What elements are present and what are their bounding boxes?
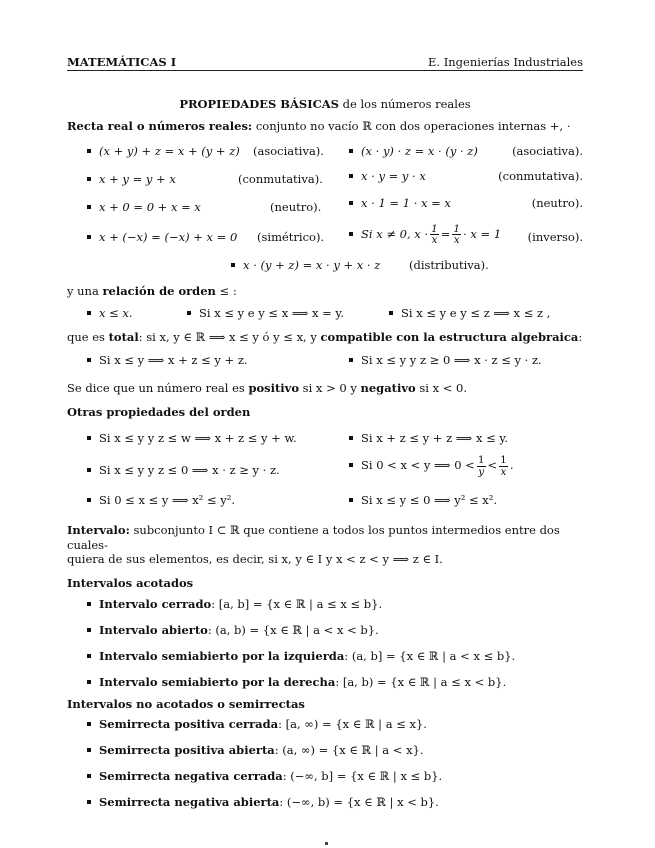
fraction: $\frac{1}{x}$ xyxy=(453,222,461,247)
no-acotados-title: Intervalos no acotados o semirrectas xyxy=(67,696,305,711)
list-item: Semirrecta positiva cerrada: [a, ∞) = {x ∈ ℝ | a ≤ x}. xyxy=(67,711,583,737)
prop-right: x · y = y · x xyxy=(349,169,426,183)
bullet-icon xyxy=(87,358,91,362)
list-item: Intervalo semiabierto por la izquierda: (a, b] = {x ∈ ℝ | a < x ≤ b}. xyxy=(67,643,583,669)
bullet-icon xyxy=(349,436,353,440)
prop-left: x + 0 = 0 + x = x xyxy=(87,200,201,214)
bullet-icon xyxy=(87,722,91,726)
otras-row xyxy=(67,487,583,517)
bullet-icon xyxy=(87,311,91,315)
bullet-icon xyxy=(231,263,235,267)
field-prop-row xyxy=(67,224,583,256)
positivo-def: Se dice que un número real es positivo si x > 0 y negativo si x < 0. xyxy=(67,380,467,395)
fraction: $\frac{1}{x}$ xyxy=(431,222,438,247)
bullet-icon xyxy=(87,628,91,632)
compat-props xyxy=(67,345,583,375)
prop-right: (x · y) · z = x · (y · z) xyxy=(349,144,478,158)
bullet-icon xyxy=(349,232,353,236)
otras-left: Si x ≤ y y z ≤ 0 ⟹ x · z ≥ y · z. xyxy=(87,463,280,477)
course-title: MATEMÁTICAS I xyxy=(67,55,177,69)
bullet-icon xyxy=(187,311,191,315)
prop-inverse: Si x ≠ 0, x · $\frac{1}{x}$ = $\frac{1}{x}$ · x = 1 xyxy=(349,224,501,246)
recta-definition xyxy=(67,119,583,133)
otras-props xyxy=(67,421,583,517)
bullet-icon xyxy=(87,436,91,440)
otras-reciprocal: Si 0 < x < y ⟹ 0 < $\frac{1}{y}$ < $\frac{1}{x}$ . xyxy=(349,455,513,477)
total-order: que es total: si x, y ∈ ℝ ⟹ x ≤ y ó y ≤ x, y compatible con la estructura algebraica: xyxy=(67,330,583,345)
otras-right: Si x ≤ y ≤ 0 ⟹ y² ≤ x². xyxy=(349,493,497,507)
prop-right-tag: (neutro). xyxy=(531,195,583,210)
order-antisymmetric: Si x ≤ y e y ≤ x ⟹ x = y. xyxy=(187,306,344,320)
otras-row xyxy=(67,453,583,487)
section-title-bold: PROPIEDADES BÁSICAS xyxy=(179,97,339,111)
bullet-icon xyxy=(87,205,91,209)
prop-left-tag: (asociativa). xyxy=(253,143,324,158)
page-number-mark xyxy=(325,842,328,845)
bullet-icon xyxy=(349,358,353,362)
list-item: Semirrecta negativa cerrada: (−∞, b] = {x ∈ ℝ | x ≤ b}. xyxy=(67,763,583,789)
bullet-icon xyxy=(349,498,353,502)
list-item: Semirrecta positiva abierta: (a, ∞) = {x ∈ ℝ | a < x}. xyxy=(67,737,583,763)
field-prop-row xyxy=(67,196,583,224)
bullet-icon xyxy=(87,235,91,239)
list-item: Intervalo cerrado: [a, b] = {x ∈ ℝ | a ≤ x ≤ b}. xyxy=(67,591,583,617)
recta-lead: Recta real o números reales: xyxy=(67,119,253,134)
field-properties xyxy=(67,140,583,280)
prop-right: x · 1 = 1 · x = x xyxy=(349,196,451,210)
bullet-icon xyxy=(87,748,91,752)
no-acotados-list xyxy=(67,711,583,815)
bullet-icon xyxy=(349,149,353,153)
section-title-rest: de los números reales xyxy=(338,97,471,111)
compat-product: Si x ≤ y y z ≥ 0 ⟹ x · z ≤ y · z. xyxy=(349,353,542,367)
intervalo-def: Intervalo: subconjunto I ⊂ ℝ que contiene a todos los puntos intermedios entre dos cuales- quiera de sus elementos, es decir, si x, y ∈ I y x < z < y ⟹ z ∈ I. xyxy=(67,523,560,566)
bullet-icon xyxy=(87,498,91,502)
bullet-icon xyxy=(349,463,353,467)
bullet-icon xyxy=(87,468,91,472)
bullet-icon xyxy=(87,774,91,778)
bullet-icon xyxy=(87,680,91,684)
order-reflexive: x ≤ x. xyxy=(87,306,133,320)
otras-left: Si 0 ≤ x ≤ y ⟹ x² ≤ y². xyxy=(87,493,235,507)
prop-right-tag: (inverso). xyxy=(527,229,583,244)
otras-right: Si x + z ≤ y + z ⟹ x ≤ y. xyxy=(349,431,508,445)
bullet-icon xyxy=(349,201,353,205)
list-item: Semirrecta negativa abierta: (−∞, b) = {x ∈ ℝ | x < b}. xyxy=(67,789,583,815)
prop-left-tag: (simétrico). xyxy=(257,229,325,244)
compat-sum: Si x ≤ y ⟹ x + z ≤ y + z. xyxy=(87,353,248,367)
prop-left-tag: (conmutativa). xyxy=(238,171,323,186)
acotados-list xyxy=(67,591,583,695)
order-props xyxy=(67,298,583,328)
otras-row xyxy=(67,421,583,453)
bullet-icon xyxy=(87,654,91,658)
prop-left: (x + y) + z = x + (y + z) xyxy=(87,144,240,158)
school-name: E. Ingenierías Industriales xyxy=(428,55,583,69)
distributive-tag: (distributiva). xyxy=(409,257,489,272)
recta-text: conjunto no vacío ℝ con dos operaciones internas +, · xyxy=(252,119,571,134)
bullet-icon xyxy=(87,602,91,606)
section-title xyxy=(67,97,583,111)
otras-left: Si x ≤ y y z ≤ w ⟹ x + z ≤ y + w. xyxy=(87,431,297,445)
prop-left-tag: (neutro). xyxy=(270,199,322,214)
prop-left: x + (−x) = (−x) + x = 0 xyxy=(87,230,237,244)
page-header xyxy=(67,52,583,71)
acotados-title: Intervalos acotados xyxy=(67,576,194,591)
bullet-icon xyxy=(389,311,393,315)
bullet-icon xyxy=(87,149,91,153)
bullet-icon xyxy=(349,174,353,178)
distributive-row xyxy=(67,256,583,280)
orden-intro: y una relación de orden ≤ : xyxy=(67,283,237,298)
field-prop-row xyxy=(67,140,583,168)
field-prop-row xyxy=(67,168,583,196)
list-item: Intervalo semiabierto por la derecha: [a, b) = {x ∈ ℝ | a ≤ x < b}. xyxy=(67,669,583,695)
document-page xyxy=(67,52,583,815)
list-item: Intervalo abierto: (a, b) = {x ∈ ℝ | a < x < b}. xyxy=(67,617,583,643)
bullet-icon xyxy=(87,800,91,804)
fraction: $\frac{1}{x}$ xyxy=(500,454,507,478)
order-transitive: Si x ≤ y e y ≤ z ⟹ x ≤ z , xyxy=(389,306,550,320)
distributive-formula: x · (y + z) = x · y + x · z xyxy=(231,258,380,272)
prop-right-tag: (conmutativa). xyxy=(498,168,583,183)
prop-left: x + y = y + x xyxy=(87,172,176,186)
bullet-icon xyxy=(87,177,91,181)
fraction: $\frac{1}{y}$ xyxy=(477,454,485,478)
otras-title: Otras propiedades del orden xyxy=(67,404,251,419)
prop-right-tag: (asociativa). xyxy=(512,143,583,158)
